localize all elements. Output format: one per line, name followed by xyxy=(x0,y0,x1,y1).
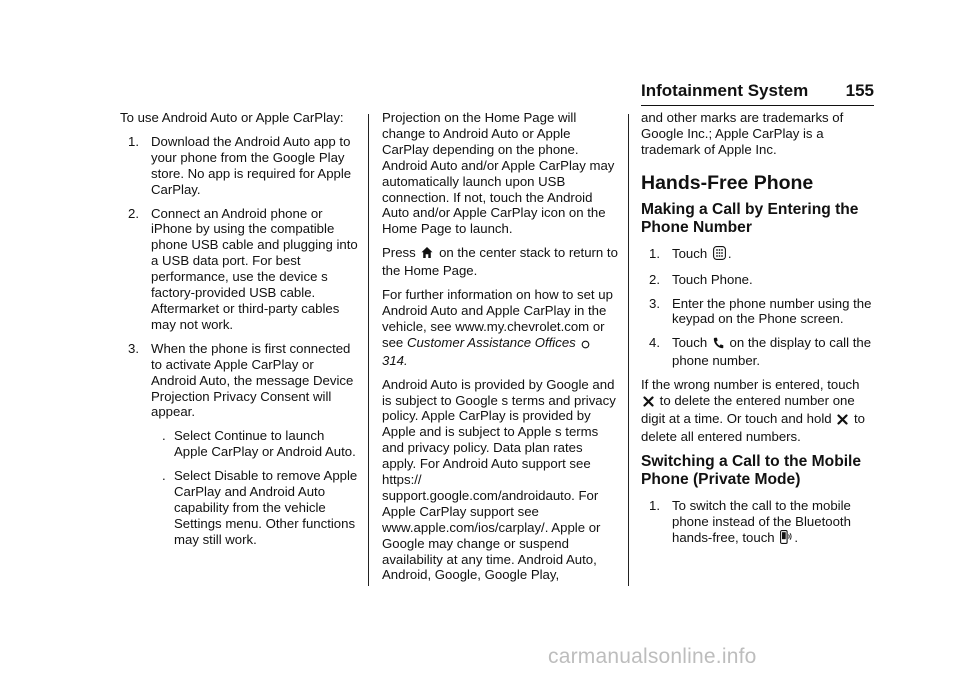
intro-paragraph: To use Android Auto or Apple CarPlay: xyxy=(120,110,344,125)
header-rule xyxy=(641,105,874,106)
paragraph: If the wrong number is entered, touch to delete the entered number one digit at a time. Or touch and hold to delete all entered numbers. xyxy=(641,377,865,444)
subsection-heading: Switching a Call to the Mobile Phone (Private Mode) xyxy=(641,452,862,489)
paragraph: Projection on the Home Page will change to Android Auto or Apple CarPlay depending on the phone. Android Auto and/or Apple CarPlay may automatically launch upon USB connection. If not, touch the Android Auto and/or Apple CarPlay icon on the Home Page to launch. xyxy=(382,110,615,237)
step-text: Touch xyxy=(672,245,708,261)
step-number: 4. xyxy=(649,335,660,351)
column-2 xyxy=(382,110,618,591)
subsection-heading: Making a Call by Entering the Phone Number xyxy=(641,200,859,237)
mobile-phone-icon xyxy=(780,530,792,548)
info-text: For further information on how to set up Android Auto and Apple CarPlay in the vehicle, see www.my.chevrolet.com or see xyxy=(382,287,613,350)
section-heading: Hands-Free Phone xyxy=(641,171,814,194)
delete-icon xyxy=(643,395,654,411)
bullet-text: Select Continue to launch Apple CarPlay or Android Auto. xyxy=(174,428,356,460)
column-divider xyxy=(628,114,629,586)
page-header xyxy=(641,81,874,107)
step-number: 3. xyxy=(649,295,660,311)
home-icon xyxy=(421,246,433,263)
step-text: Touch Phone. xyxy=(672,271,753,287)
step-number: 2. xyxy=(649,271,660,287)
step-text: Download the Android Auto app to your phone from the Google Play store. No app is required for Apple CarPlay. xyxy=(151,133,352,197)
step-text: Touch xyxy=(672,335,708,351)
press-text: Press xyxy=(382,245,416,261)
watermark: carmanualsonline.info xyxy=(548,645,757,668)
bullet-text: Select Disable to remove Apple CarPlay and Android Auto capability from the vehicle Settings menu. Other functions may still work. xyxy=(174,468,358,547)
paragraph: and other marks are trademarks of Google Inc.; Apple CarPlay is a trademark of Apple Inc. xyxy=(641,110,844,157)
phone-call-icon xyxy=(713,337,724,353)
step-text: Enter the phone number using the keypad on the Phone screen. xyxy=(672,295,872,327)
step-item xyxy=(120,341,358,421)
step-item xyxy=(120,134,358,198)
column-3 xyxy=(641,110,877,556)
step-item xyxy=(641,296,877,328)
column-1 xyxy=(120,110,358,556)
step-number: 2. xyxy=(128,205,139,221)
column-divider xyxy=(368,114,369,586)
step-number: 1. xyxy=(649,245,660,261)
step-item: 1. To switch the call to the mobile phone instead of the Bluetooth hands-free, touch . xyxy=(641,498,877,548)
reference-page: 314 xyxy=(382,352,405,368)
step-item xyxy=(641,335,877,369)
step-number: 1. xyxy=(128,133,139,149)
step-number: 1. xyxy=(649,497,660,513)
bullet-item xyxy=(120,468,358,548)
paragraph xyxy=(382,245,618,279)
bullet-mark: . xyxy=(162,468,166,484)
step-text: To switch the call to the mobile phone instead of the Bluetooth hands-free, touch xyxy=(672,497,851,545)
bullet-mark: . xyxy=(162,428,166,444)
paragraph: Android Auto is provided by Google and is subject to Google s terms and privacy policy. Apple CarPlay is provided by Apple and is subject to Apple s terms and privacy policy. Data plan rates apply. For Android Auto support see https:// support.google.com/androidauto. For Apple CarPlay support see www.apple.com/ios/carplay/. Apple or Google may change or suspend availability at any time. Android Auto, Android, Google, Google Play, xyxy=(382,376,616,583)
bullet-item xyxy=(120,428,358,460)
cross-reference: Customer Assistance Offices xyxy=(406,334,576,350)
step-item: 1. Touch . xyxy=(641,246,877,264)
step-item xyxy=(641,272,877,288)
delete-icon xyxy=(837,413,848,429)
keypad-icon xyxy=(713,246,726,264)
step-text: When the phone is first connected to activate Apple CarPlay or Android Auto, the message Device Projection Privacy Consent will appear. xyxy=(151,340,354,420)
section-title: Infotainment System xyxy=(641,81,809,100)
page-number: 155 xyxy=(845,81,874,100)
step-item xyxy=(120,206,358,333)
step-text: Connect an Android phone or iPhone by using the compatible phone USB cable and plugging into a USB data port. For best performance, use the device s factory-provided USB cable. Aftermarket or third-party cables may not work. xyxy=(151,205,358,332)
step-number: 3. xyxy=(128,340,139,356)
page-reference-icon xyxy=(581,337,590,353)
press-text-after: on the center stack to return to the Home Page. xyxy=(382,245,618,279)
step-text-after: on the display to call the phone number. xyxy=(672,335,872,369)
paragraph: For further information on how to set up Android Auto and Apple CarPlay in the vehicle, see www.my.chevrolet.com or see Customer Assistance Offices 314. xyxy=(382,287,613,368)
